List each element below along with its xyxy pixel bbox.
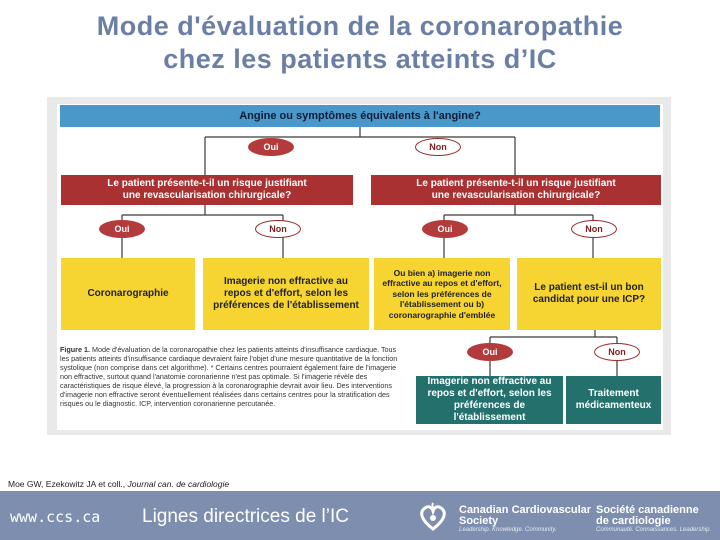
- org-name-fr: [596, 505, 699, 527]
- options-box: Ou bien a) imagerie non effractive au repos et d'effort, selon les préférences de l'établissement ou b) coronarographie d'emblée: [374, 258, 510, 330]
- risk-question-left: Le patient présente-t-il un risque justifiant une revascularisation chirurgicale?: [61, 175, 353, 205]
- non-oval-left: Non: [255, 220, 301, 238]
- credit-journal: Journal can. de cardiologie: [127, 479, 230, 489]
- caption-text: Mode d'évaluation de la coronaropathie chez les patients atteints d'insuffisance cardiaque. Tous les patients atteints d'insuffisance cardiaque devraient faire l'objet d'une mesure quantitative de la fonction systolique (non comprise dans cet algorithme). * Certains centres pourraient également faire de l'imagerie non effractive, surtout quand l'anatomie coronarienne n'est pas optimale. Si l'imagerie révèle des caractéristiques de risque élevé, la progression à la coronarographie devrait avoir lieu. Des interventions d'imagerie non effractive seront éventuellement réalisées dans certains centres pour la stratification des risques ou le diagnostic. ICP, intervention coronarienne percutanée.: [60, 345, 398, 408]
- footer-title: Lignes directrices de l’IC: [142, 506, 349, 527]
- title-line-2: chez les patients atteints d’IC: [163, 44, 557, 74]
- non-oval-right: Non: [571, 220, 617, 238]
- org-name-en: [459, 505, 591, 527]
- title-line-1: Mode d'évaluation de la coronaropathie: [96, 11, 624, 41]
- org-name-fr-line1: Société canadienne: [596, 504, 699, 516]
- imaging-box-left: Imagerie non effractive au repos et d'effort, selon les préférences de l'établissement: [203, 258, 369, 330]
- risk-question-right: Le patient présente-t-il un risque justifiant une revascularisation chirurgicale?: [371, 175, 661, 205]
- source-credit: [8, 479, 229, 489]
- oui-oval-bottom: Oui: [467, 343, 513, 361]
- non-oval-top: Non: [415, 138, 461, 156]
- footer-url[interactable]: www.ccs.ca: [10, 508, 101, 526]
- angina-question: Angine ou symptômes équivalents à l'angine?: [60, 105, 660, 127]
- oui-oval-left: Oui: [99, 220, 145, 238]
- icp-question-box: Le patient est-il un bon candidat pour une ICP?: [517, 258, 661, 330]
- coronarography-box: Coronarographie: [61, 258, 195, 330]
- oui-oval-top: Oui: [248, 138, 294, 156]
- org-tagline-en: Leadership. Knowledge. Community.: [459, 527, 557, 533]
- medical-treatment-box: Traitement médicamenteux: [566, 376, 661, 424]
- caption-figure-label: Figure 1.: [60, 345, 90, 354]
- non-oval-bottom: Non: [594, 343, 640, 361]
- imaging-box-bottom: Imagerie non effractive au repos et d'effort, selon les préférences de l'établissement: [416, 376, 563, 424]
- org-name-fr-line2: de cardiologie: [596, 515, 671, 527]
- figure-caption: [60, 345, 400, 408]
- org-tagline-fr: Communauté. Connaissances. Leadership.: [596, 527, 712, 533]
- oui-oval-right: Oui: [422, 220, 468, 238]
- ccs-heart-logo-icon: [418, 500, 448, 532]
- org-name-en-line1: Canadian Cardiovascular: [459, 504, 592, 516]
- org-name-en-line2: Society: [459, 515, 499, 527]
- credit-authors: Moe GW, Ezekowitz JA et coll.,: [8, 479, 126, 489]
